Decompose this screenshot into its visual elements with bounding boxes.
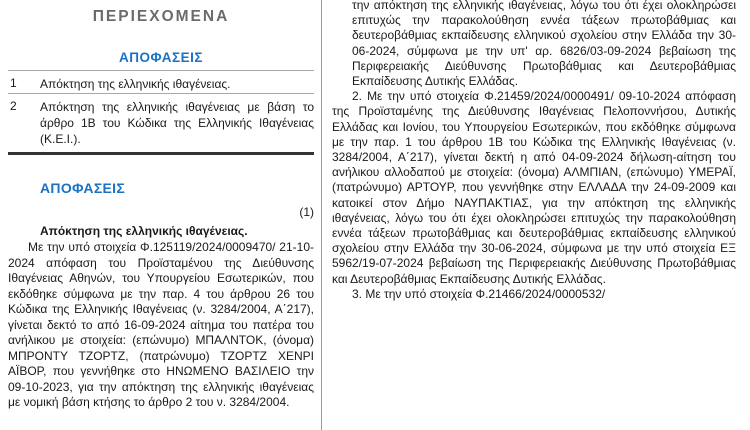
right-column — [332, 0, 736, 430]
right-body — [332, 0, 736, 302]
column-divider — [321, 0, 322, 430]
toc-item-1-text[interactable]: Απόκτηση της ελληνικής ιθαγένειας. — [40, 77, 231, 91]
decision-item-2: 2. Με την υπό στοιχεία Φ.21459/2024/0000491/ 09-10-2024 απόφαση της Προϊσταμένης της Διεύθυνσης Ιθαγένειας Πελοποννήσου, Δυτικής Ελλάδας και Ιονίου, του Υπουργείου Εσωτερικών, που εκδόθηκε σύμφωνα με την παρ. 1 του άρθρου 1Β του Κώδικα της Ελληνικής Ιθαγένειας (ν. 3284/2004, Α΄217), γίνεται δεκτή η από 04-09-2024 δήλωση-αίτηση του ανήλικου αλλοδαπού με στοιχεία: (όνομα) ΑΛΜΠΙΑΝ, (επώνυμο) ΥΜΕΡΑΪ, (πατρώνυμο) ΑΡΤΟΥΡ, που γεννήθηκε στην ΕΛΛΑΔΑ την 24-09-2009 και κατοικεί στον Δήμο ΝΑΥΠΑΚΤΙΑΣ, για την απόκτηση της ελληνικής ιθαγένειας, λόγω του ότι έχει ολοκληρώσει επιτυχώς την παρακολούθηση εννέα τάξεων πρωτοβάθμιας και δευτεροβάθμιας εκπαίδευσης ελληνικού σχολείου στην Ελλάδα την 30-06-2024, σύμφωνα με την υπό στοιχεία ΕΞ 5962/19-07-2024 βεβαίωση της Περιφερειακής Διεύθυνσης Πρωτοβάθμιας και Δευτεροβάθμιας Εκπαίδευσης Δυτικής Ελλάδας. — [332, 89, 736, 286]
toc-title: ΠΕΡΙΕΧΟΜΕΝΑ — [92, 8, 230, 25]
decision-paragraph: Με την υπό στοιχεία Φ.125119/2024/0009470/ 21-10-2024 απόφαση του Προϊσταμένου της Διεύθυνσης Ιθαγένειας Αθηνών, του Υπουργείου Εσωτερικών, που εκδόθηκε σύμφωνα με την παρ. 4 του άρθρου 26 του Κώδικα της Ελληνικής Ιθαγένειας (ν. 3284/2004, Α΄217), γίνεται δεκτό το από 16-09-2024 αίτημα του πατέρα του ανήλικου με στοιχεία: (επώνυμο) ΜΠΑΛΝΤΟΚ, (όνομα) ΜΠΡΟΝΤΥ ΤΖΟΡΤΖ, (πατρώνυμο) ΤΖΟΡΤΖ ΧΕΝΡΙ ΑΪΒΟΡ, που γεννήθηκε στο ΗΝΩΜΕΝΟ ΒΑΣΙΛΕΙΟ την 09-10-2023, για την απόκτηση της ελληνικής ιθαγένειας με νομική βάση κτήσης το άρθρο 2 του ν. 3284/2004. — [8, 240, 314, 409]
decision-number: (1) — [299, 205, 314, 219]
decision-body — [8, 240, 314, 411]
continuation-paragraph: την απόκτηση της ελληνικής ιθαγένειας, λόγω του ότι έχει ολοκληρώσει επιτυχώς την παρακολούθηση εννέα τάξεων πρωτοβάθμιας και δευτεροβάθμιας εκπαίδευσης ελληνικού σχολείου στην Ελλάδα την 30-06-2024, σύμφωνα με την υπ' αρ. 6826/03-09-2024 βεβαίωση της Περιφερειακής Διεύθυνσης Πρωτοβάθμιας και Δευτεροβάθμιας Εκπαίδευσης Δυτικής Ελλάδας. — [352, 0, 736, 89]
section-divider — [8, 152, 314, 155]
toc-subtitle: ΑΠΟΦΑΣΕΙΣ — [119, 50, 203, 65]
toc-item-2-number: 2 — [10, 99, 17, 113]
toc-divider — [8, 70, 314, 71]
decision-title: Απόκτηση της ελληνικής ιθαγένειας. — [40, 224, 248, 238]
toc-divider — [8, 93, 314, 94]
toc-item-1-number: 1 — [10, 76, 17, 90]
decision-item-3: 3. Με την υπό στοιχεία Φ.21466/2024/0000532/ — [352, 286, 606, 301]
left-column — [8, 0, 314, 430]
section-title: ΑΠΟΦΑΣΕΙΣ — [40, 180, 126, 196]
toc-item-2-text[interactable]: Απόκτηση της ελληνικής ιθαγένειας με βάση το άρθρο 1Β του Κώδικα της Ελληνικής Ιθαγένειας (Κ.Ε.Ι.). — [40, 100, 314, 146]
